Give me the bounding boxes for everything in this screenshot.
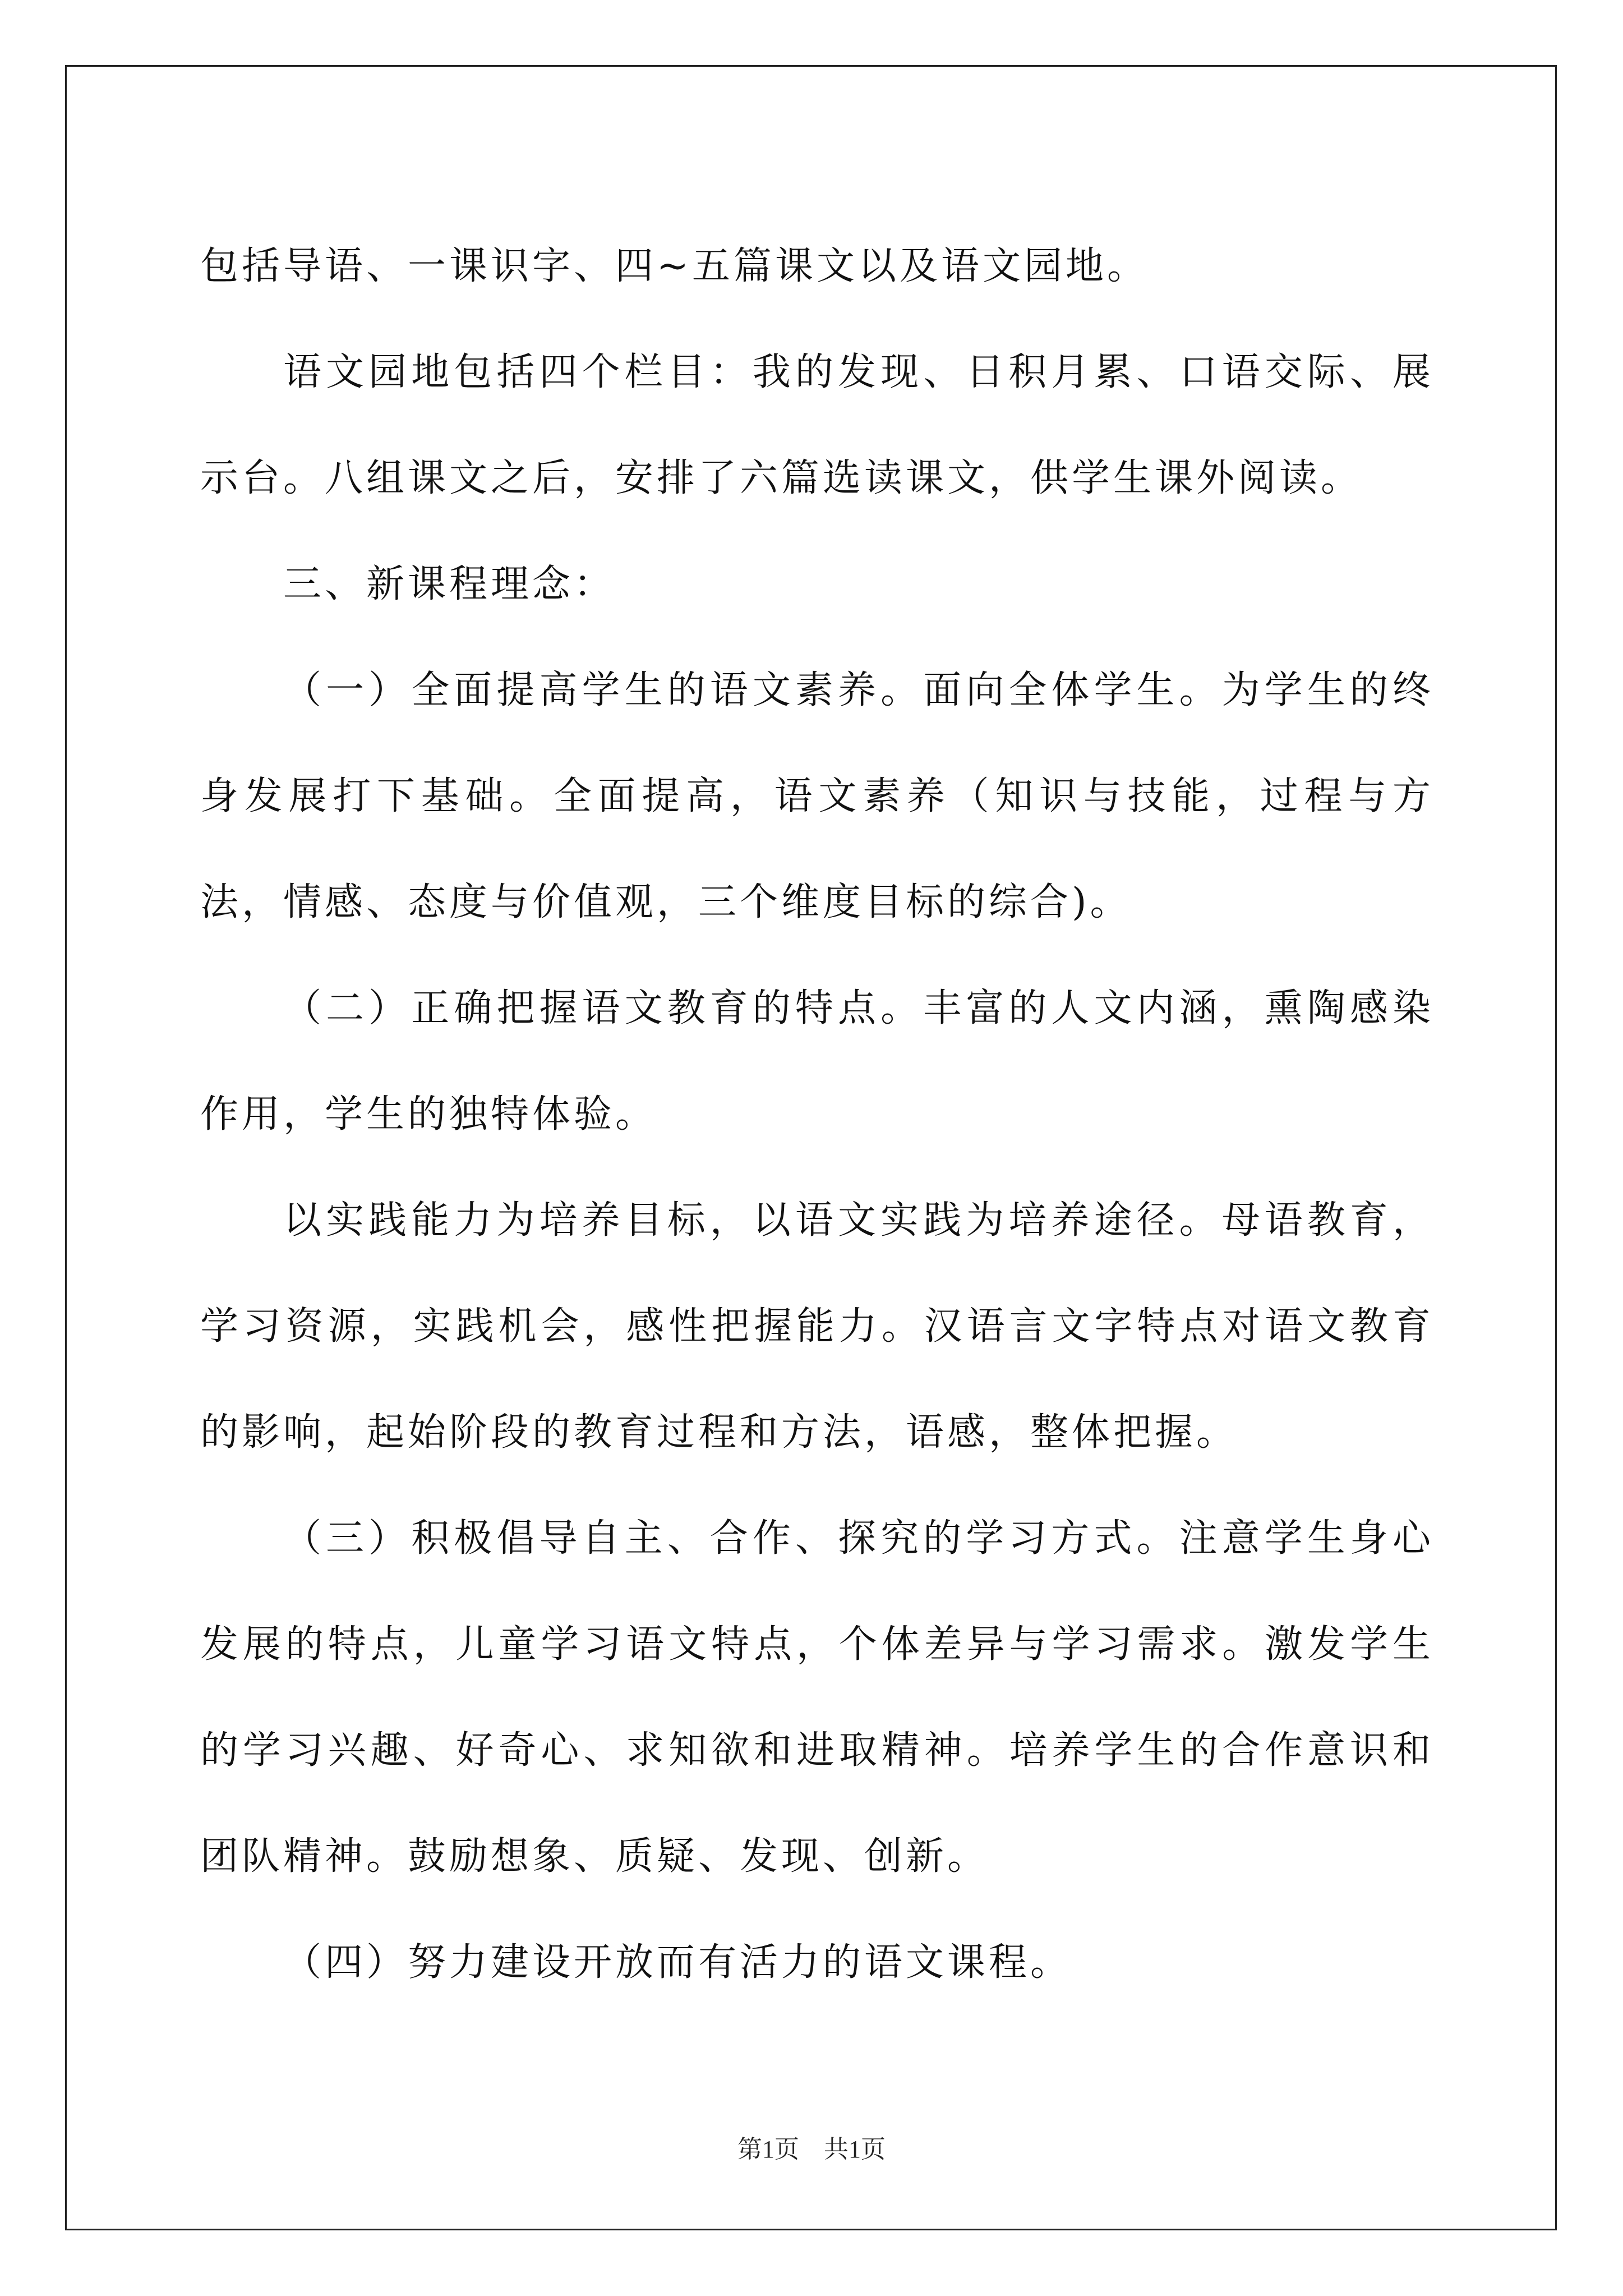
- paragraph-7: （三）积极倡导自主、合作、探究的学习方式。注意学生身心发展的特点，儿童学习语文特点，个体差异与学习需求。激发学生的学习兴趣、好奇心、求知欲和进取精神。培养学生的合作意识和团队精神。鼓励想象、质疑、发现、创新。: [200, 1516, 1434, 1879]
- section-heading-3: 三、新课程理念：: [283, 562, 616, 606]
- paragraph-6: 以实践能力为培养目标，以语文实践为培养途径。母语教育，学习资源，实践机会，感性把握能力。汉语言文字特点对语文教育的影响，起始阶段的教育过程和方法，语感，整体把握。: [200, 1198, 1434, 1455]
- paragraph-5: （二）正确把握语文教育的特点。丰富的人文内涵，熏陶感染作用，学生的独特体验。: [200, 986, 1434, 1137]
- document-body: [200, 213, 1434, 2016]
- paragraph-4: （一）全面提高学生的语文素养。面向全体学生。为学生的终身发展打下基础。全面提高，语文素养（知识与技能，过程与方法，情感、态度与价值观，三个维度目标的综合)。: [200, 668, 1434, 924]
- paragraph-8: （四）努力建设开放而有活力的语文课程。: [283, 1940, 1072, 1985]
- page-number-footer: 第1页 共1页: [737, 2136, 886, 2163]
- paragraph-2: 语文园地包括四个栏目：我的发现、日积月累、口语交际、展示台。八组课文之后，安排了六篇选读课文，供学生课外阅读。: [200, 350, 1434, 500]
- paragraph-1: 包括导语、一课识字、四~五篇课文以及语文园地。: [200, 244, 1149, 288]
